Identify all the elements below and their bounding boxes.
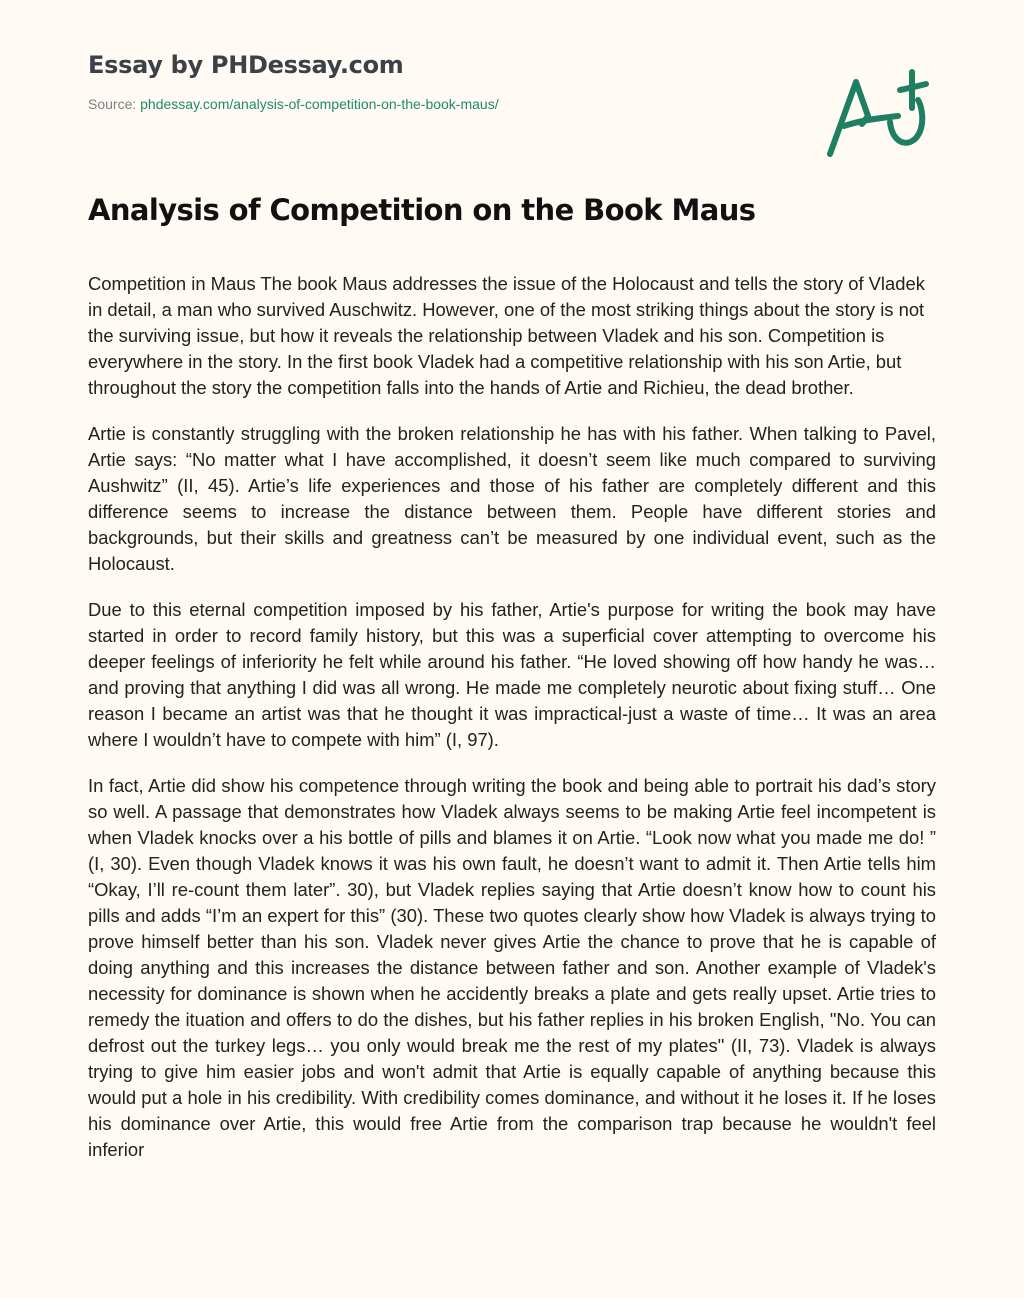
source-link[interactable]: phdessay.com/analysis-of-competition-on-the-book-maus/ <box>140 96 499 112</box>
site-brand: Essay by PHDessay.com <box>88 51 404 79</box>
essay-paragraph: In fact, Artie did show his competence through writing the book and being able to portrait his dad’s story so well. A passage that demonstrates how Vladek always seems to be making Artie feel incompetent is when Vladek knocks over a his bottle of pills and blames it on Artie. “Look now what you made me do! ” (I, 30). Even though Vladek knows it was his own fault, he doesn’t want to admit it. Then Artie tells him “Okay, I’ll re-count them later”. 30), but Vladek replies saying that Artie doesn’t know how to count his pills and adds “I’m an expert for this” (30). These two quotes clearly show how Vladek is always trying to prove himself better than his son. Vladek never gives Artie the chance to prove that he is capable of doing anything and this increases the distance between father and son. Another example of Vladek's necessity for dominance is shown when he accidently breaks a plate and gets really upset. Artie tries to remedy the ituation and offers to do the dishes, but his father replies in his broken English, "No. You can defrost out the turkey legs… you only would break me the rest of my plates" (II, 73). Vladek is always trying to give him easier jobs and won't admit that Artie is equally capable of anything because this would put a hole in his credibility. With credibility comes dominance, and without it he loses it. If he loses his dominance over Artie, this would free Artie from the comparison trap because he wouldn't feel inferior <box>88 775 936 1160</box>
a-plus-grade-icon <box>822 64 932 164</box>
essay-title: Analysis of Competition on the Book Maus <box>88 193 756 227</box>
source-line <box>88 95 788 113</box>
essay-paragraph: Artie is constantly struggling with the broken relationship he has with his father. When talking to Pavel, Artie says: “No matter what I have accomplished, it doesn’t seem like much compared to surviving Aushwitz” (II, 45). Artie’s life experiences and those of his father are completely different and this difference seems to increase the distance between them. People have different stories and backgrounds, but their skills and greatness can’t be measured by one individual event, such as the Holocaust. <box>88 423 936 574</box>
essay-paragraph: Due to this eternal competition imposed by his father, Artie's purpose for writing the book may have started in order to record family history, but this was a superficial cover attempting to overcome his deeper feelings of inferiority he felt while around his father. “He loved showing off how handy he was… and proving that anything I did was all wrong. He made me completely neurotic about fixing stuff… One reason I became an artist was that he thought it was impractical-just a waste of time… It was an area where I wouldn’t have to compete with him” (I, 97). <box>88 599 936 750</box>
essay-paragraph: Competition in Maus The book Maus addresses the issue of the Holocaust and tells the story of Vladek in detail, a man who survived Auschwitz. However, one of the most striking things about the story is not the surviving issue, but how it reveals the relationship between Vladek and his son. Competition is everywhere in the story. In the first book Vladek had a competitive relationship with his son Artie, but throughout the story the competition falls into the hands of Artie and Richieu, the dead brother. <box>88 273 925 398</box>
site-header <box>88 48 788 113</box>
essay-body <box>88 271 936 1256</box>
source-label: Source: <box>88 96 141 112</box>
